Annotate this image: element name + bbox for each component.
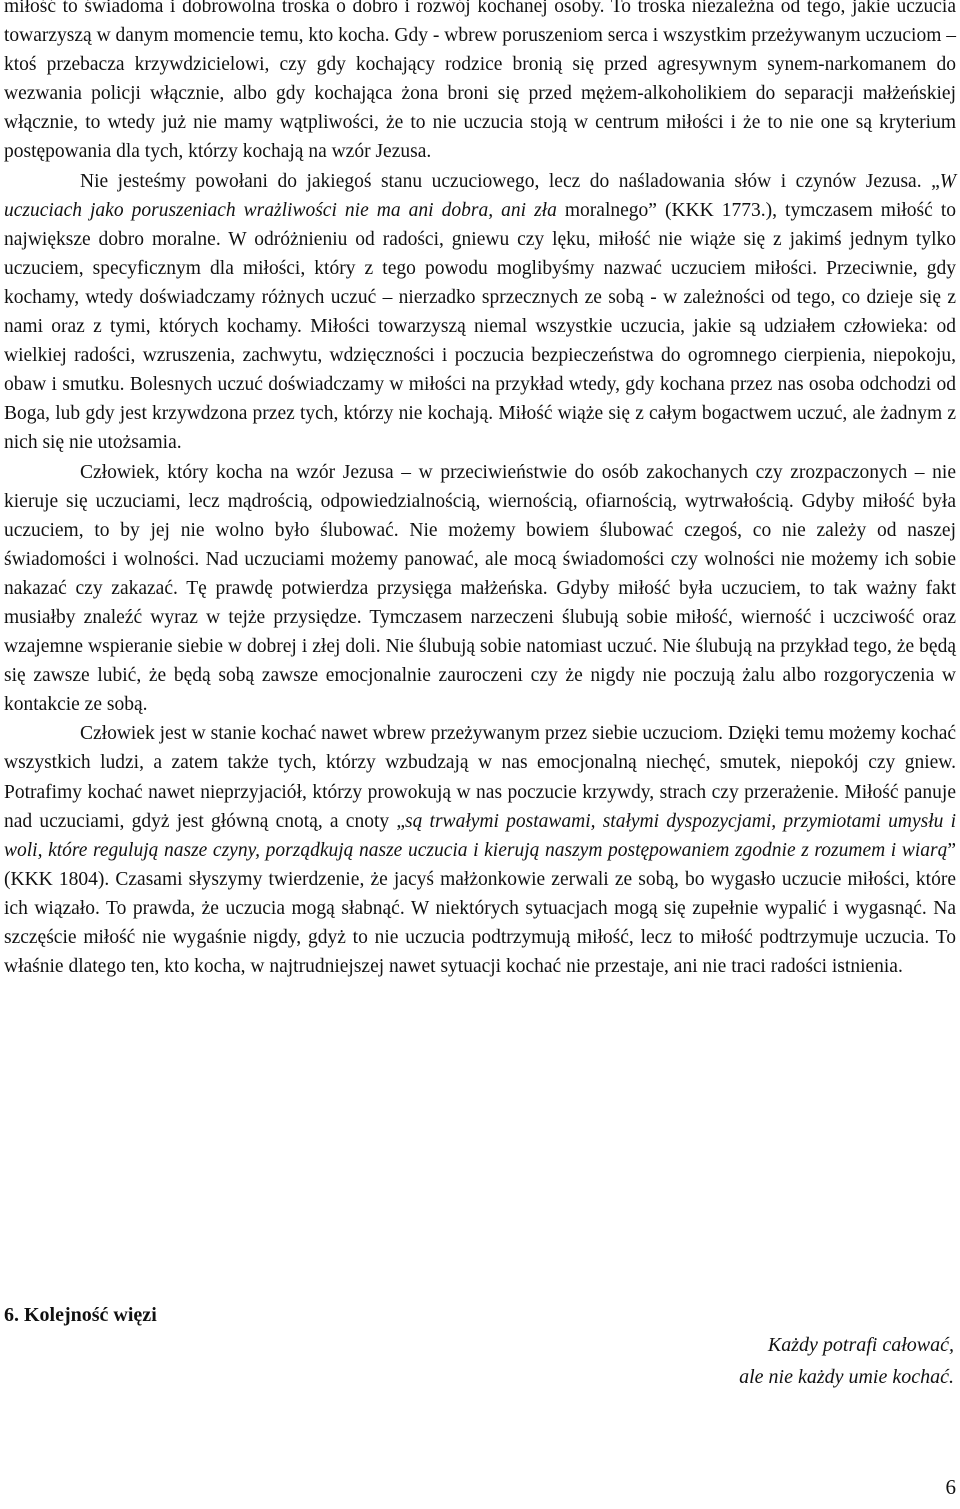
paragraph-4 xyxy=(4,719,956,981)
paragraph-4-text-a: Człowiek jest w stanie kochać nawet wbrew przeżywanym przez siebie uczuciom. Dzięki temu możemy kochać wszystkich ludzi, a zatem także tych, którzy wzbudzają w nas emocjonalną niechęć, smutek, niepokój czy gniew. Potrafimy kochać nawet nieprzyjaciół, którzy prowokują w nas poczucie krzywdy, strach czy przerażenie. Miłość panuje nad uczuciami, gdyż jest główną cnotą, a cnoty „ xyxy=(4,723,956,832)
section-heading: 6. Kolejność więzi xyxy=(4,1304,157,1326)
paragraph-2-quote: W uczuciach jako poruszeniach wrażliwości nie ma ani dobra, ani zła xyxy=(4,170,956,221)
page-number: 6 xyxy=(945,1475,956,1499)
paragraph-2 xyxy=(4,167,956,458)
paragraph-3 xyxy=(4,458,956,720)
motto xyxy=(739,1329,954,1393)
paragraph-1 xyxy=(4,0,956,167)
paragraph-2-text-b: moralnego” (KKK 1773.), tymczasem miłość to największe dobro moralne. W odróżnieniu od radości, gniewu czy lęku, miłość nie wiąże się z jakimś jednym tylko uczuciem, specyficznym dla miłości, który z tego powodu moglibyśmy nazwać uczuciem miłości. Przeciwnie, gdy kochamy, wtedy doświadczamy różnych uczuć – nierzadko sprzecznych ze sobą - w zależności od tego, co dzieje się z nami oraz z tymi, których kochamy. Miłości towarzyszą niemal wszystkie uczucia, jakie są udziałem człowieka: od wielkiej radości, wzruszenia, zachwytu, wdzięczności i poczucia bezpieczeństwa do ogromnego cierpienia, niepokoju, obaw i smutku. Bolesnych uczuć doświadczamy w miłości na przykład wtedy, gdy kochana przez nas osoba odchodzi od Boga, lub gdy jest krzywdzona przez tych, którzy nie kochają. Miłość wiąże się z całym bogactwem uczuć, ale żadnym z nich się nie utożsamia. xyxy=(4,199,957,454)
paragraph-2-text-a: Nie jesteśmy powołani do jakiegoś stanu uczuciowego, lecz do naśladowania słów i czynów Jezusa. „ xyxy=(80,170,940,192)
document-body xyxy=(4,0,956,981)
motto-line-1: Każdy potrafi całować, xyxy=(767,1334,954,1356)
motto-line-2: ale nie każdy umie kochać. xyxy=(739,1366,954,1388)
paragraph-4-text-b: ” (KKK 1804). Czasami słyszymy twierdzenie, że jacyś małżonkowie zerwali ze sobą, bo wygasło uczucie miłości, które ich wiązało. To prawda, że uczucia mogą słabnąć. W niektórych sytuacjach mogą się zupełnie wypalić i wygasnąć. Na szczęście miłość nie wygaśnie nigdy, gdyż to nie uczucia podtrzymują miłość, lecz to miłość podtrzymuje uczucia. To właśnie dlatego ten, kto kocha, w najtrudniejszej nawet sytuacji kochać nie przestaje, ani nie traci radości istnienia. xyxy=(4,839,956,978)
paragraph-4-quote: są trwałymi postawami, stałymi dyspozycjami, przymiotami umysłu i woli, które regulują nasze czyny, porządkują nasze uczucia i kierują naszym postępowaniem zgodnie z rozumem i wiarą xyxy=(4,810,956,861)
paragraph-1-text: miłość to świadoma i dobrowolna troska o dobro i rozwój kochanej osoby. To troska niezależna od tego, jakie uczucia towarzyszą w danym momencie temu, kto kocha. Gdy - wbrew poruszeniom serca i wszystkim przeżywanym uczuciom – ktoś przebacza krzywdzicielowi, czy gdy kochający rodzice bronią się przed agresywnym synem-narkomanem do wezwania policji włącznie, albo gdy kochająca żona broni się przed mężem-alkoholikiem do separacji małżeńskiej włącznie, to wtedy już nie mamy wątpliwości, że to nie uczucia stoją w centrum miłości i że to nie one są kryterium postępowania dla tych, którzy kochają na wzór Jezusa. xyxy=(4,0,956,163)
paragraph-3-text: Człowiek, który kocha na wzór Jezusa – w przeciwieństwie do osób zakochanych czy zrozpaczonych – nie kieruje się uczuciami, lecz mądrością, odpowiedzialnością, wiernością, ofiarnością, wytrwałością. Gdyby miłość była uczuciem, to by jej nie wolno było ślubować. Nie możemy bowiem ślubować czegoś, co nie zależy od naszej świadomości i wolności. Nad uczuciami możemy panować, ale mocą świadomości czy wolności nie możemy ich sobie nakazać czy zakazać. Tę prawdę potwierdza przysięga małżeńska. Gdyby miłość była uczuciem, to tak ważny fakt musiałby znaleźć wyraz w tejże przysiędze. Tymczasem narzeczeni ślubują sobie miłość, wierność i uczciwość oraz wzajemne wspieranie siebie w dobrej i złej doli. Nie ślubują sobie natomiast uczuć. Nie ślubują na przykład tego, że będą się zawsze lubić, że będą sobą zawsze emocjonalnie zauroczeni czy że nigdy nie poczują żalu albo rozgoryczenia w kontakcie ze sobą. xyxy=(4,461,956,716)
